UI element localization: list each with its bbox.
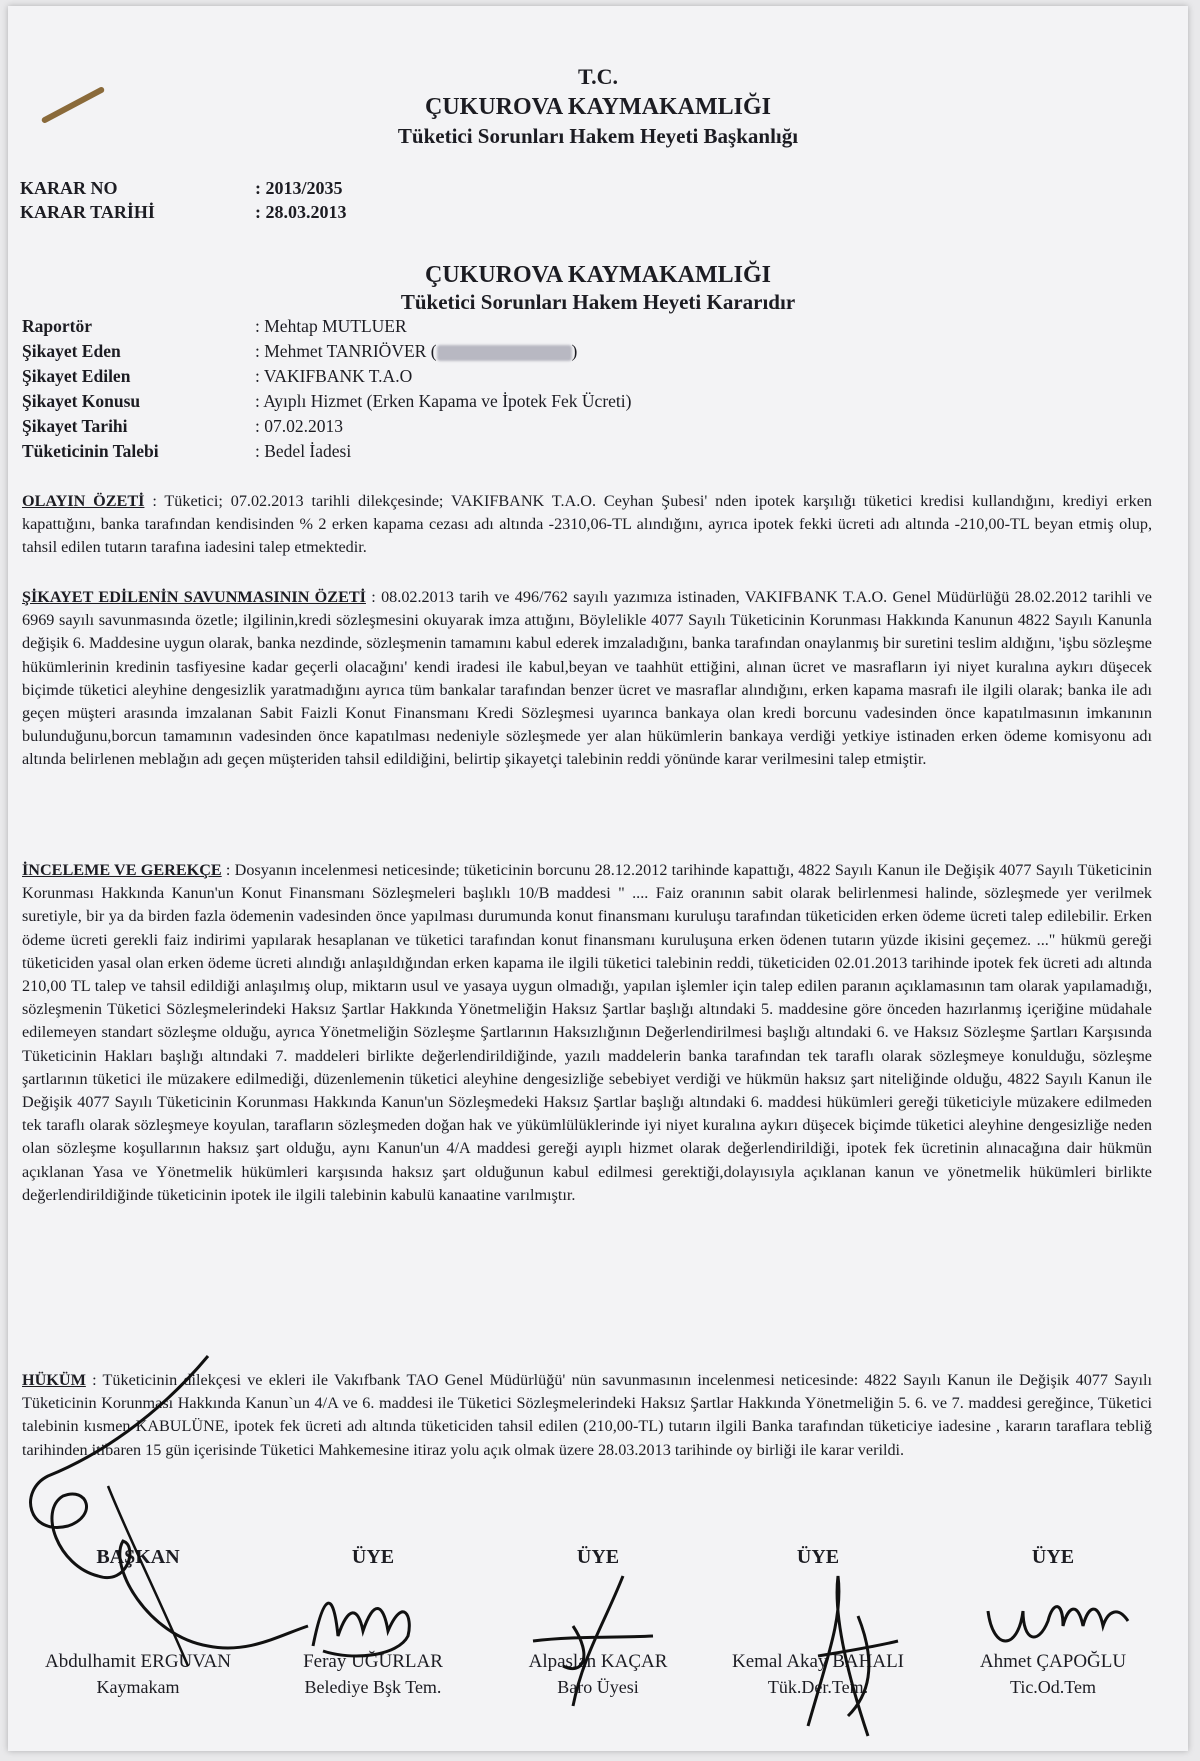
signatory-title: Kaymakam [96, 1677, 180, 1697]
signatory-name: Kemal Akay BAHALI [731, 1651, 905, 1672]
section-text: : Dosyanın incelenmesi neticesinde; tüketicinin borcunu 28.12.2012 tarihinde kapattığı, 4822 Sayılı Kanun ile Değişik 4077 Sayılı Tüketicinin Korunması Hakkında Kanun'un Konut Finansmanı Sözleşmeleri başlıklı 10/B maddesi " .... Faiz oranının sabit olarak belirlenmesi halinde, sözleşmede yer verilmek suretiyle, bir ya da birden fazla ödemenin vadesinden önce yapılması durumunda konut finansmanı kuruluşu tarafından tüketiciden erken ödeme ücreti talep edilebilir. Erken ödeme ücreti gerekli faiz indirimi yapılarak hesaplanan ve tüketici tarafından konut finansmanı kuruluşuna erken ödenen tutarın yüzde ikisini geçemez. ..." hükmü gereği tüketiciden yasal olan erken ödeme ücreti alındığı anlaşıldığından erken kapama ile ilgili tüketici talebinin reddi, tüketiciden 02.01.2013 tarihinde ipotek fek ücreti adı altında 210,00 TL talep ve tahsil edildiği anlaşılmış olup, miktarın usul ve yasaya uygun olmadığı, yapılan işlemler için talep edilen paranın açıklamasının tam olarak yapılamadığı, sözleşmenin Tüketici Sözleşmelerindeki Haksız Şartlar Hakkında Yönetmeliğin Haksız Şartlar başlığı altındaki 5. maddesine göre önceden hazırlanmış içeriğine müdahale edilemeyen standart sözleşme olduğu, ayrıca Yönetmeliğin Sözleşme Şartlarının Haksızlığının Değerlendirilmesi başlığı altındaki 6. ve Haksız Sözleşme Şartları Karşısında Tüketicinin Hakları başlığı altındaki 7. maddeleri birlikte değerlendirildiğinde, yazılı maddelerin banka tarafından tek taraflı olarak sözleşmeye konulduğu, sözleşme şartlarının tüketici ile müzakere edilmediği, düzenlemenin tüketici aleyhine dengesizliğe sebebiyet verdiği ve hükmün haksız şart niteliğinde olduğu, 4822 Sayılı Kanun ile Değişik 4077 Sayılı Tüketicinin Korunması Hakkında Kanun'un Sözleşmedeki Haksız Şartlar başlığı altındaki 6. maddesi hükümleri gereği tüketiciyle müzakere edilmeden tek taraflı olarak sözleşmeye koyulan, tarafların sözleşmeden doğan hak ve yükümlülüklerinde iyi niyet kuralına aykırı düşecek biçimde tüketici aleyhine dengesizliğe neden olan sözleşme koşullarının haksız şart olduğu, aynı Kanun'un 4/A maddesi gereği ayıplı hizmet olarak değerlendirildiği, ipotek fek ücretinin alınacağına dair hükmün açıklanan Yasa ve Yönetmelik hükümleri karşısında haksız şart olduğunun kabul edilmesi gerektiği,dolayısıyla açıklanan kanun ve yönetmelik hükümleri birlikte değerlendirildiğinde tüketicinin ipotek ile ilgili talebinin kabulü kanaatine varılmıştır. [22, 861, 1153, 1204]
decision-date-value: : 28.03.2013 [255, 202, 347, 222]
section-title: İNCELEME VE GEREKÇE [22, 861, 222, 879]
signatory-block [263, 1546, 483, 1698]
info-row [22, 441, 351, 462]
signatory-role: ÜYE [576, 1546, 620, 1568]
info-value: : Mehtap MUTLUER [255, 316, 407, 336]
signatory-block [943, 1546, 1163, 1698]
info-value: : VAKIFBANK T.A.O [255, 366, 413, 386]
info-label: Şikayet Konusu [22, 391, 141, 411]
signatory-title: Belediye Bşk Tem. [304, 1677, 442, 1697]
section-olayin-ozeti [22, 490, 1152, 560]
section-text: : 08.02.2013 tarih ve 496/762 sayılı yazımıza istinaden, VAKIFBANK T.A.O. Genel Müdürlüğü 28.02.2012 tarihli ve 6969 sayılı savunmasında özetle; ilgilinin,kredi sözleşmesini okuyarak imza attığını, Böylelikle 4077 Sayılı Tüketicinin Korunması Hakkında Kanunun 4822 Sayılı Kanunla değişik 6. Maddesine uygun olarak, banka nezdinde, sözleşmenin tamamını kabul ederek imzaladığını, banka tarafından onaylanmış bir suretini teslim aldığını, 'işbu sözleşme hükümlerinin kredinin tasfiyesine kadar geçerli olacağını' kendi iradesi ile kabul,beyan ve taahhüt ettiğini, alınan ücret ve masrafların iyi niyet kuralına aykırı düşecek biçimde tüketici aleyhine dengesizlik yaratmadığını ayrıca tüm bankalar tarafından benzer ücret ve masraflar alındığını, erken kapama masrafı ile ilgili olarak; banka ile adı geçen müşteri arasında imzalanan Sabit Faizli Konut Finansmanı Kredi Sözleşmesi uyarınca bankaya olan kredi borcunu vadesinden önce kapatılmasının imkanının bulunduğunu,borcun tamamının vadesinden önce kapatılması nedeniyle sözleşmede yer alan hükümlerin bankaya verdiği yetkiye istinaden erken ödeme komisyonu adı altında belirlenen meblağın adı geçen müşteriden tahsil edildiğini, belirtip şikayetçi talebinin reddi yönünde karar verilmesini talep etmiştir. [22, 588, 1152, 769]
decision-date-label: KARAR TARİHİ [20, 202, 155, 222]
signatory-title: Baro Üyesi [557, 1677, 639, 1697]
info-row [22, 416, 343, 437]
signatory-name: Feray UĞURLAR [303, 1651, 443, 1672]
info-value: : Mehmet TANRIÖVER ( [255, 341, 437, 361]
title-karar: Tüketici Sorunları Hakem Heyeti Kararıdır [400, 290, 796, 314]
signatory-name: Abdulhamit ERGUVAN [45, 1651, 231, 1672]
info-value: : Ayıplı Hizmet (Erken Kapama ve İpotek Fek Ücreti) [255, 391, 632, 411]
decision-no-value: : 2013/2035 [255, 178, 343, 198]
signatory-title: Tük.Der.Tem. [767, 1677, 869, 1697]
section-text: : Tüketicinin dilekçesi ve ekleri ile Vakıfbank TAO Genel Müdürlüğü' nün savunmasının incelenmesi neticesinde: 4822 Sayılı Kanun ile Değişik 4077 Sayılı Tüketicinin Korunması Hakkında Kanun`un 4/A ve 6. maddesi ile Tüketici Sözleşmelerindeki Haksız Şartlar Hakkında Yönetmeliğin 5. 6. ve 7. maddesi gereğince, Tüketici talebinin kısmen KABULÜNE, ipotek fek ücreti adı altında tüketiciden tahsil edilen (210,00-TL) tutarın ilgili Banka tarafından tüketiciye iadesine , kararın taraflara tebliğ tarihinden itibaren 15 gün içerisinde Tüketici Mahkemesine itiraz yolu açık olmak üzere 28.03.2013 tarihinde oy birliği ile karar verildi. [22, 1371, 1152, 1459]
section-hukum [22, 1369, 1152, 1462]
info-row [22, 316, 407, 337]
decision-no-row [20, 178, 343, 199]
header-tc: T.C. [578, 64, 618, 89]
info-suffix: ) [571, 341, 578, 361]
info-label: Tüketicinin Talebi [22, 441, 159, 461]
info-row [22, 391, 631, 412]
section-title: ŞİKAYET EDİLENİN SAVUNMASININ ÖZETİ [22, 588, 366, 606]
info-label: Şikayet Tarihi [22, 416, 128, 436]
signatory-block [28, 1546, 248, 1698]
info-value: : Bedel İadesi [255, 441, 352, 461]
signatory-name: Ahmet ÇAPOĞLU [979, 1651, 1127, 1672]
section-text: : Tüketici; 07.02.2013 tarihli dilekçesinde; VAKIFBANK T.A.O. Ceyhan Şubesi' nden ipotek karşılığı tüketici kredisi kullandığını, krediyi erken kapattığını, banka tarafından kendisinden % 2 erken kapama cezası adı altında -2310,06-TL alındığını, ayrıca ipotek fekki ücreti adı altında -210,00-TL beyan etmiş olup, tahsil edilen tutarın tarafına iadesini talep etmektedir. [22, 492, 1153, 557]
header-kaymakamlik: ÇUKUROVA KAYMAKAMLIĞI [424, 94, 772, 120]
signatory-role: ÜYE [1031, 1546, 1075, 1568]
section-savunma [22, 586, 1152, 772]
info-row [22, 366, 412, 387]
title-kaymakamlik: ÇUKUROVA KAYMAKAMLIĞI [424, 262, 772, 288]
signatory-block [708, 1546, 928, 1698]
info-label: Raportör [22, 316, 92, 336]
signatory-block [488, 1546, 708, 1698]
signatory-title: Tic.Od.Tem [1009, 1677, 1097, 1697]
decision-date-row [20, 202, 347, 223]
redacted-id [437, 345, 572, 361]
signatory-role: ÜYE [351, 1546, 395, 1568]
header-baskanlik: Tüketici Sorunları Hakem Heyeti Başkanlığı [397, 124, 799, 148]
section-inceleme [22, 859, 1152, 1207]
signatory-name: Alpaslan KAÇAR [528, 1651, 668, 1672]
info-value: : 07.02.2013 [255, 416, 343, 436]
document-page [8, 6, 1188, 1751]
signatory-role: BAŞKAN [96, 1546, 180, 1568]
signatory-role: ÜYE [796, 1546, 840, 1568]
info-row [22, 341, 577, 362]
decision-no-label: KARAR NO [20, 178, 118, 198]
section-title: OLAYIN ÖZETİ [22, 492, 145, 510]
info-label: Şikayet Eden [22, 341, 121, 361]
section-title: HÜKÜM [22, 1371, 86, 1389]
info-label: Şikayet Edilen [22, 366, 131, 386]
